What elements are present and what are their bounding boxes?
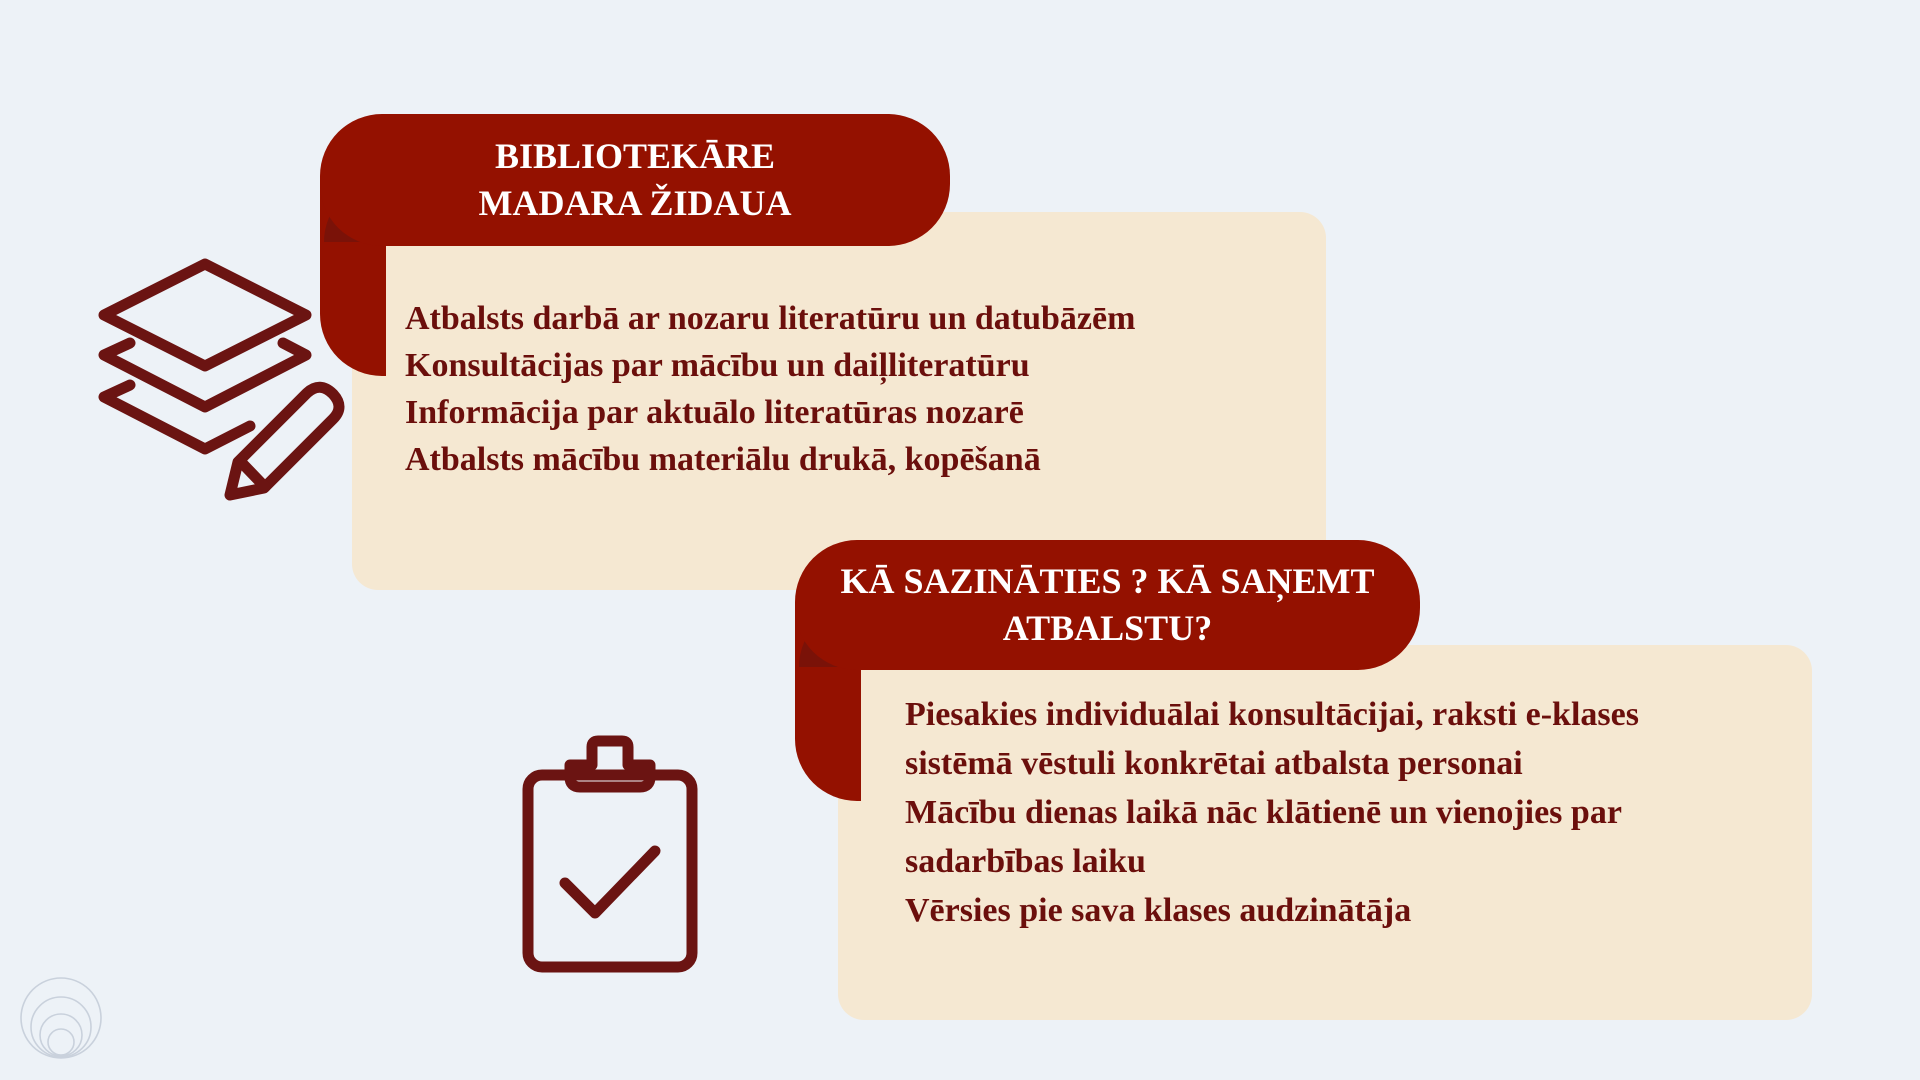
contact-line: Vērsies pie sava klases audzinātāja — [905, 892, 1412, 929]
contact-line: sistēmā vēstuli konkrētai atbalsta personai — [905, 745, 1523, 782]
contact-instructions — [905, 690, 1785, 935]
contact-line: Piesakies individuālai konsultācijai, raksti e-klases — [905, 696, 1639, 733]
librarian-title-tab — [320, 114, 950, 246]
list-item: Informācija par aktuālo literatūras nozarē — [405, 394, 1024, 431]
librarian-services-list — [405, 295, 1305, 483]
list-item: Atbalsts mācību materiālu drukā, kopēšanā — [405, 441, 1041, 478]
contact-line: Mācību dienas laikā nāc klātienē un vienojies par — [905, 794, 1622, 831]
contact-title-line-1: KĀ SAZINĀTIES ? KĀ SAŅEMT — [840, 561, 1375, 602]
clipboard-check-icon — [520, 735, 700, 975]
contact-title-tab — [795, 540, 1420, 670]
layers-pencil-icon — [90, 255, 350, 505]
librarian-title-line-2: MADARA ŽIDAUA — [478, 183, 792, 223]
contact-title-line-2: ATBALSTU? — [1002, 608, 1213, 648]
librarian-title-line-1: BIBLIOTEKĀRE — [494, 136, 776, 177]
logo-mark-icon — [18, 975, 104, 1061]
list-item: Konsultācijas par mācību un daiļliteratūru — [405, 347, 1030, 384]
contact-line: sadarbības laiku — [905, 843, 1146, 880]
list-item: Atbalsts darbā ar nozaru literatūru un datubāzēm — [405, 300, 1136, 337]
